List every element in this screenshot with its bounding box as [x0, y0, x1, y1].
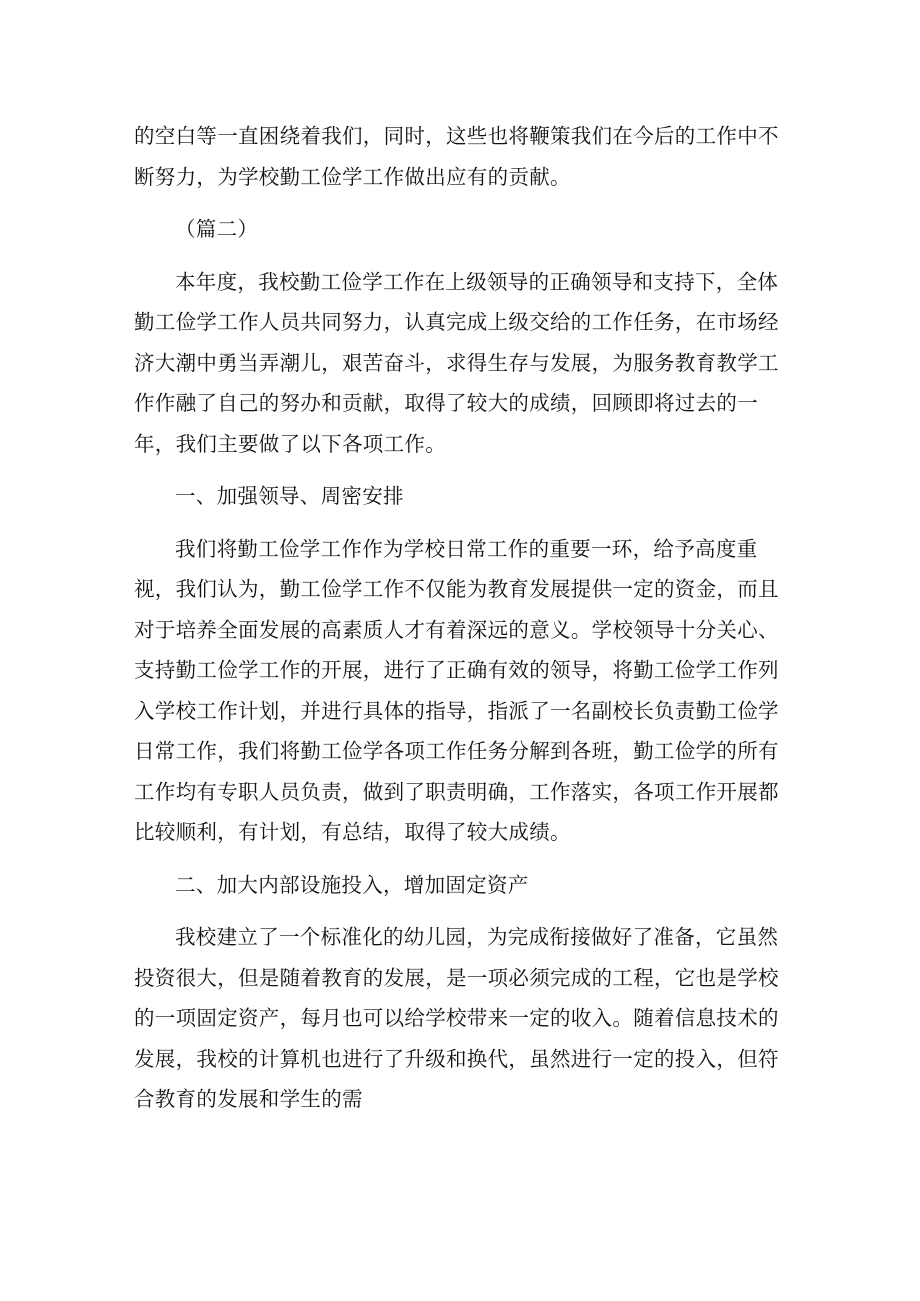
paragraph-intro: 本年度，我校勤工俭学工作在上级领导的正确领导和支持下，全体勤工俭学工作人员共同努力，认真完成上级交给的工作任务，在市场经济大潮中勇当弄潮儿，艰苦奋斗，求得生存与发展，为服务教育教学工作作融了自己的努办和贡献，取得了较大的成绩，回顾即将过去的一年，我们主要做了以下各项工作。 [134, 269, 779, 456]
heading-section-two: 二、加大内部设施投入，增加固定资产 [175, 872, 529, 897]
paragraph-section-one: 我们将勤工俭学工作作为学校日常工作的重要一环，给予高度重视，我们认为，勤工俭学工作不仅能为教育发展提供一定的资金，而且对于培养全面发展的高素质人才有着深远的意义。学校领导十分关心、支持勤工俭学工作的开展，进行了正确有效的领导，将勤工俭学工作列入学校工作计划，并进行具体的指导，指派了一名副校长负责勤工俭学日常工作，我们将勤工俭学各项工作任务分解到各班，勤工俭学的所有工作均有专职人员负责，做到了职责明确，工作落实，各项工作开展都比较顺利，有计划，有总结，取得了较大成绩。 [134, 536, 779, 844]
document-body [134, 116, 798, 1120]
section-label-part-two: （篇二） [175, 217, 259, 241]
paragraph-continuation: 的空白等一直困绕着我们，同时，这些也将鞭策我们在今后的工作中不断努力，为学校勤工俭学工作做出应有的贡献。 [134, 124, 779, 189]
paragraph-section-two: 我校建立了一个标准化的幼儿园，为完成衔接做好了准备，它虽然投资很大，但是随着教育的发展，是一项必须完成的工程，它也是学校的一项固定资产，每月也可以给学校带来一定的收入。随着信息技术的发展，我校的计算机也进行了升级和换代，虽然进行一定的投入，但符合教育的发展和学生的需 [134, 925, 779, 1111]
heading-section-one: 一、加强领导、周密安排 [175, 484, 404, 508]
